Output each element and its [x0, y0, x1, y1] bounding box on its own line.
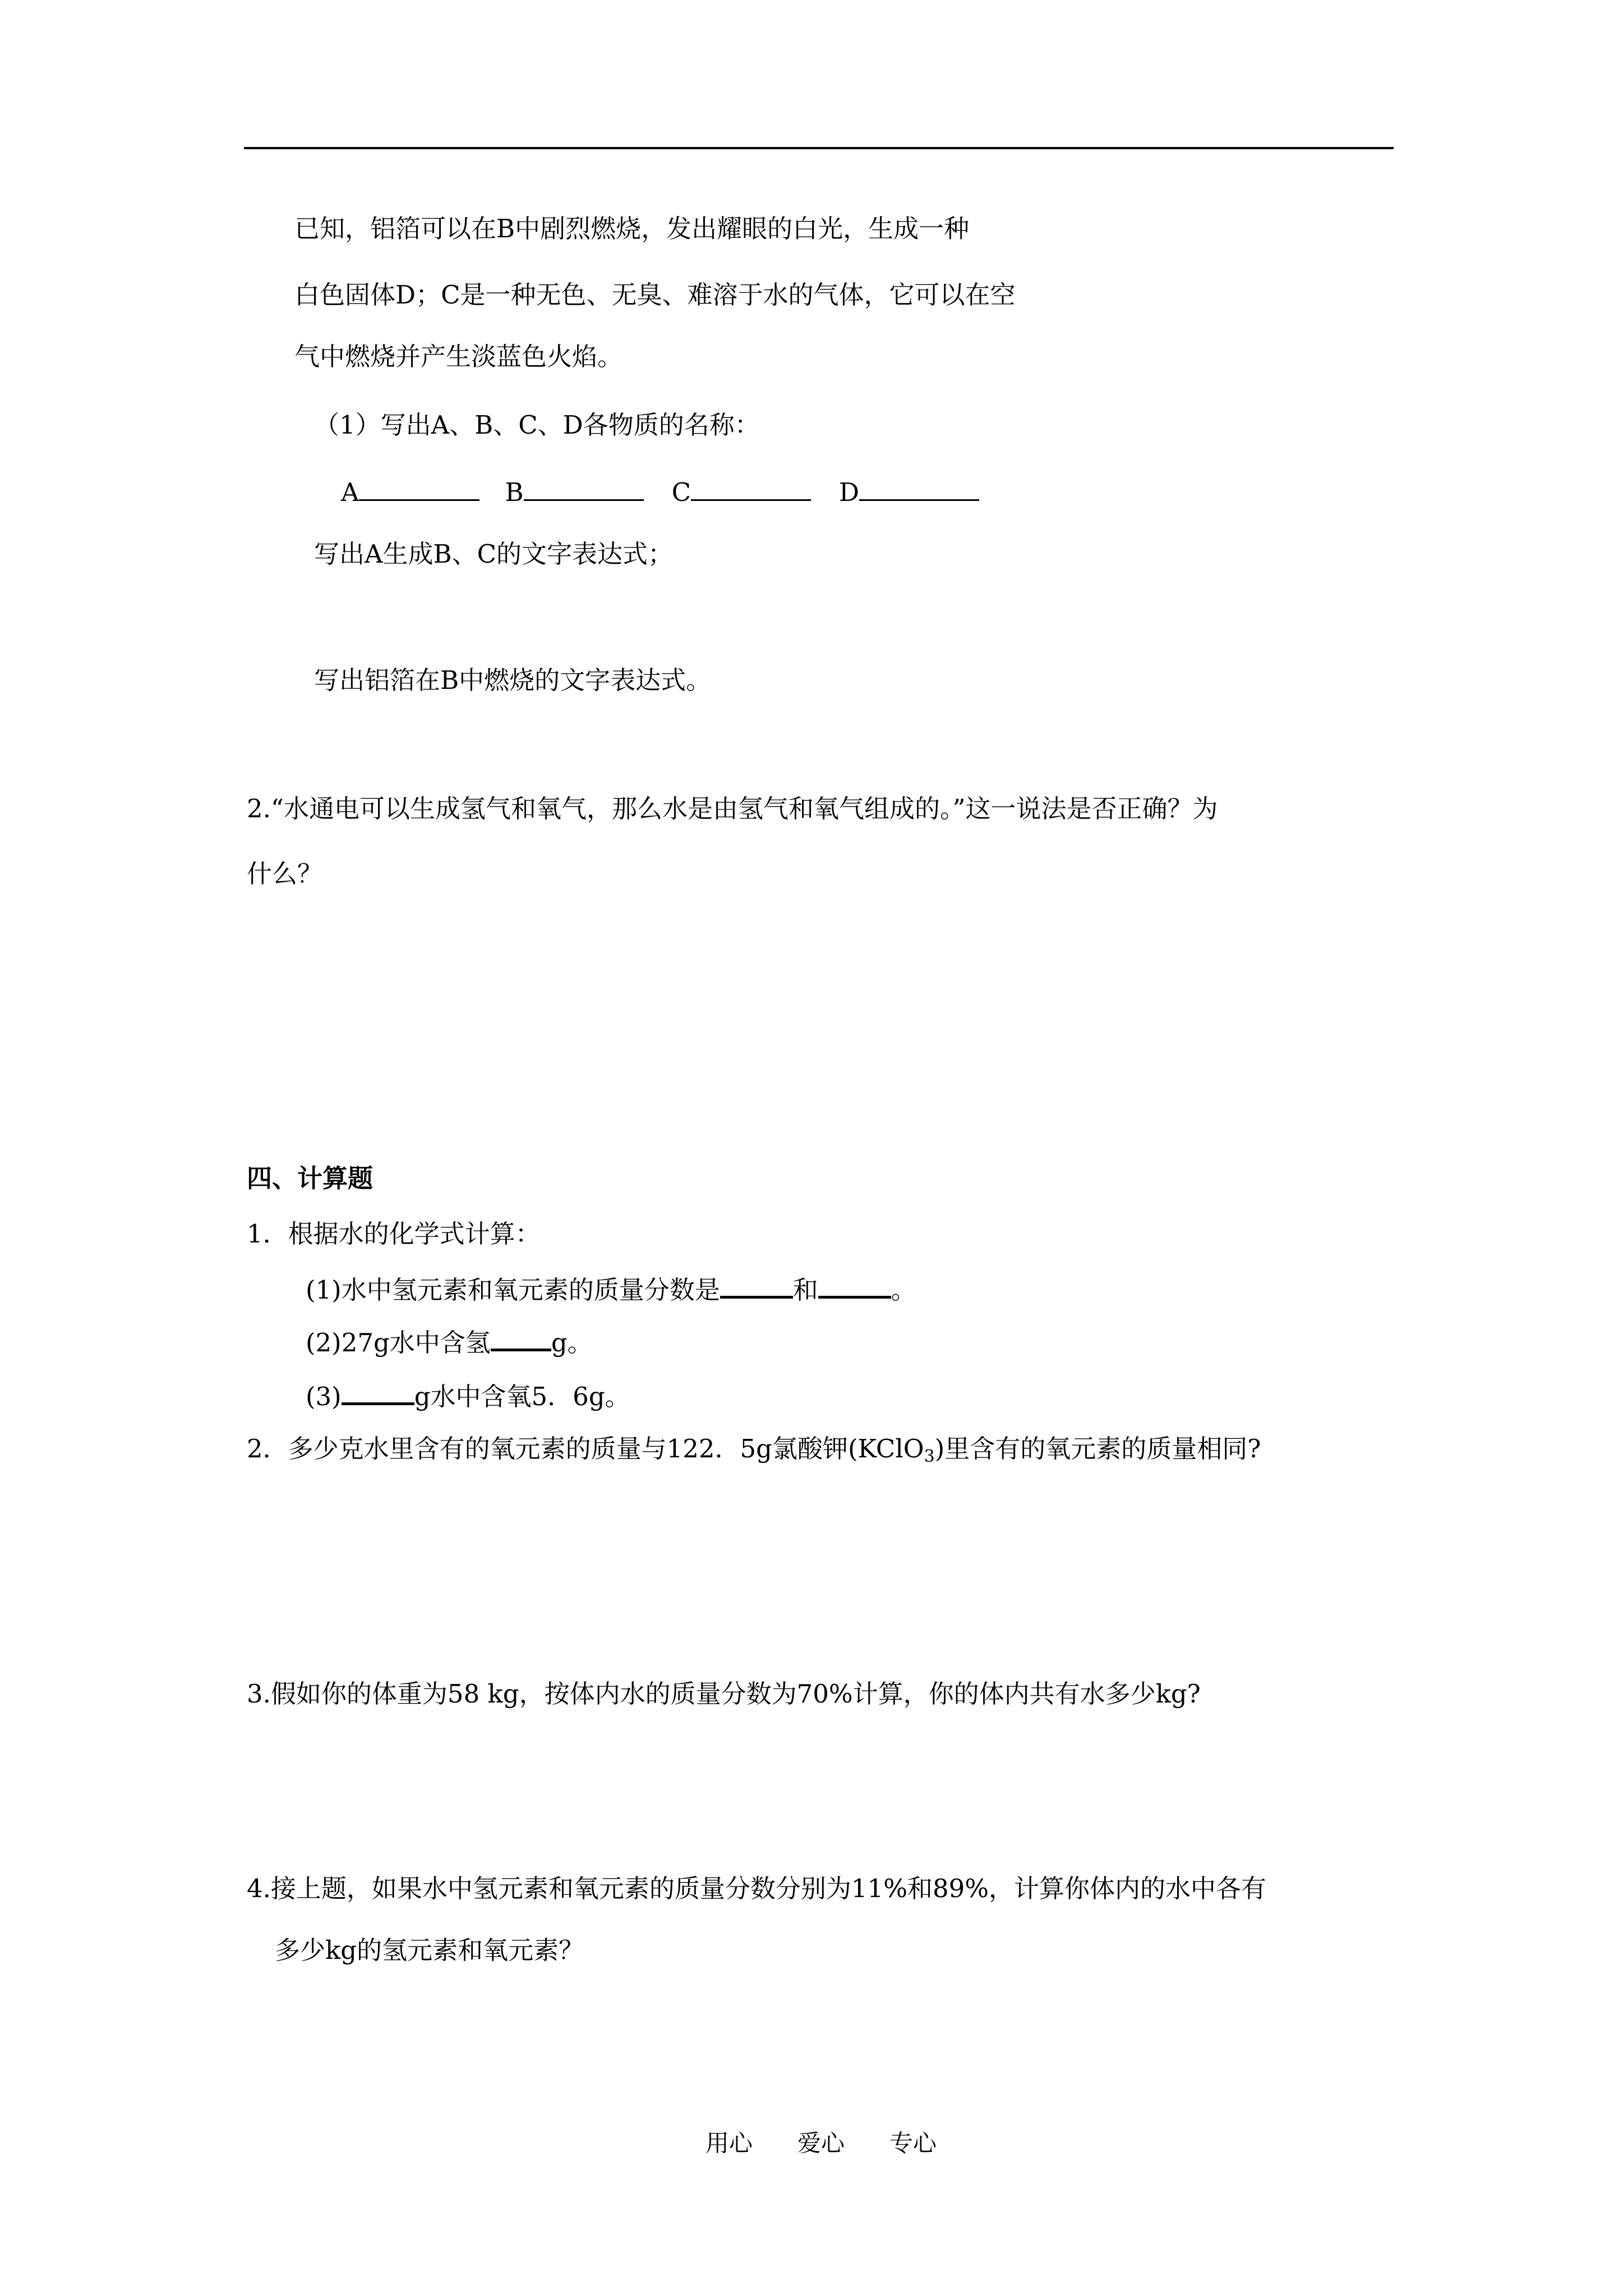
answer-blank-d[interactable]: [859, 475, 979, 501]
calc-q1-stem: 1．根据水的化学式计算：: [247, 1219, 541, 1249]
answer-blank-water-mass[interactable]: [342, 1378, 414, 1405]
calc-q4-line-1: 4.接上题，如果水中氢元素和氧元素的质量分数分别为11%和89%，计算你体内的水中各有: [247, 1874, 1266, 1903]
blank-label-a: A: [341, 477, 359, 507]
calc-q1-sub2-unit: g。: [551, 1328, 593, 1358]
calc-q1-sub2: [306, 1324, 593, 1358]
known-line-1: 已知，铝箔可以在B中剧烈燃烧，发出耀眼的白光，生成一种: [294, 214, 970, 243]
calc-q1-sub3: [306, 1378, 630, 1411]
answer-blank-c[interactable]: [691, 475, 811, 501]
statement-question-line-2: 什么？: [247, 859, 323, 889]
prompt-a-to-bc: 写出A生成B、C的文字表达式；: [314, 539, 673, 569]
statement-question-line-1: 2.“水通电可以生成氢气和氧气，那么水是由氢气和氧气组成的。”这一说法是否正确？为: [247, 794, 1218, 823]
blank-label-b: B: [505, 477, 524, 507]
calc-q1-sub1-and: 和: [792, 1275, 818, 1305]
prompt-al-burn: 写出铝箔在B中燃烧的文字表达式。: [314, 665, 712, 695]
calc-q1-sub2-text: (2)27g水中含氢: [306, 1328, 491, 1358]
known-line-3: 气中燃烧并产生淡蓝色火焰。: [294, 342, 623, 371]
answer-blank-a[interactable]: [359, 475, 479, 501]
page-footer: [706, 2128, 937, 2159]
calc-q2-text-end: )里含有的氧元素的质量相同?: [934, 1434, 1261, 1464]
calc-q1-sub1-text: (1)水中氢元素和氧元素的质量分数是: [306, 1275, 720, 1305]
blank-label-c: C: [671, 477, 691, 507]
calc-q2: [247, 1432, 1261, 1466]
blank-label-d: D: [839, 477, 860, 507]
calc-q1-sub1-end: 。: [891, 1275, 916, 1305]
known-line-2: 白色固体D；C是一种无色、无臭、难溶于水的气体，它可以在空: [294, 280, 1016, 310]
calc-q2-text: 2．多少克水里含有的氧元素的质量与122．5g氯酸钾(KClO: [247, 1434, 924, 1464]
footer-word-1: 用心: [706, 2129, 753, 2157]
answer-blank-h-mass[interactable]: [491, 1324, 551, 1351]
calc-q3: 3.假如你的体重为58 kg，按体内水的质量分数为70%计算，你的体内共有水多少kg?: [247, 1679, 1201, 1709]
calc-q1-sub1: [306, 1271, 916, 1305]
section4-title: 四、计算题: [247, 1163, 374, 1193]
part1-prompt: （1）写出A、B、C、D各物质的名称：: [314, 410, 760, 440]
answer-blank-b[interactable]: [524, 475, 644, 501]
header-rule: [244, 147, 1394, 149]
name-blanks-row: [341, 475, 979, 508]
calc-q2-subscript: 3: [924, 1447, 935, 1466]
calc-q4-line-2: 多少kg的氢元素和氧元素？: [275, 1935, 584, 1965]
answer-blank-o-fraction[interactable]: [818, 1271, 891, 1299]
footer-word-2: 爱心: [797, 2129, 845, 2157]
calc-q1-sub3-text: g水中含氧5．6g。: [414, 1382, 630, 1411]
calc-q1-sub3-label: (3): [306, 1382, 342, 1411]
answer-blank-h-fraction[interactable]: [720, 1271, 793, 1299]
footer-word-3: 专心: [889, 2129, 937, 2157]
